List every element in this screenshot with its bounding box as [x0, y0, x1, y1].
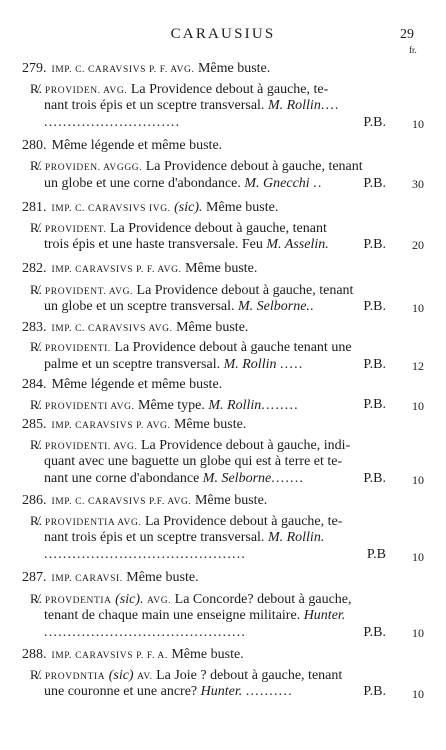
entry-282-line2: un globe et un sceptre transversal. M. Selborne..: [44, 299, 315, 314]
entry-280-value: 30: [412, 177, 424, 191]
entry-283-rarity: P.B.: [363, 357, 386, 372]
entry-285-obverse: 285. IMP. CARAVSIVS P. AVG. Même buste.: [22, 417, 247, 432]
entry-283-line2: palme et un sceptre transversal. M. Rollin .....: [44, 357, 304, 372]
entry-288-rarity: P.B.: [363, 684, 386, 699]
entry-280-reverse: R̸. PROVIDEN. AVGGG. La Providence debout à gauche, tenant: [30, 158, 363, 174]
entry-285-reverse: R̸. PROVIDENTI. AVG. La Providence debout à gauche, indi-: [30, 437, 351, 453]
entry-285-line2: quant avec une baguette un globe qui est à terre et te-: [44, 454, 343, 469]
entry-288-reverse: R̸. PROVDNTIA (sic) AV. La Joie ? debout à gauche, tenant: [30, 667, 343, 683]
entry-287-obverse: 287. IMP. CARAVSI. Même buste.: [22, 570, 199, 585]
entry-280-rarity: P.B.: [363, 176, 386, 191]
entry-279-reverse: R̸. PROVIDEN. AVG. La Providence debout à gauche, te-: [30, 81, 329, 97]
entry-282-value: 10: [412, 301, 424, 315]
entry-282-reverse: R̸. PROVIDENT. AVG. La Providence debout à gauche, tenant: [30, 282, 354, 298]
entry-286-reverse: R̸. PROVIDENTIA AVG. La Providence debout à gauche, te-: [30, 513, 343, 529]
entry-287-rarity: P.B.: [363, 625, 386, 640]
entry-283-value: 12: [412, 359, 424, 373]
entry-287-value: 10: [412, 626, 424, 640]
page-number: 29: [400, 27, 414, 42]
entry-285-line3: nant une corne d'abondance M. Selborne.......: [44, 471, 305, 486]
entry-281-rarity: P.B.: [363, 237, 386, 252]
entry-281-value: 20: [412, 238, 424, 252]
entry-287-reverse: R̸. PROVDENTIA (sic). AVG. La Concorde? debout à gauche,: [30, 591, 352, 607]
entry-281-line2: trois épis et une haste transversale. Feu M. Asselin.: [44, 237, 329, 252]
entry-286-obverse: 286. IMP. C. CARAVSIVS P.F. AVG. Même buste.: [22, 493, 268, 508]
entry-279-line2: nant trois épis et un sceptre transversal. M. Rollin....: [44, 98, 340, 113]
entry-288-line2: une couronne et une ancre? Hunter. ..........: [44, 684, 293, 699]
entry-288-value: 10: [412, 687, 424, 701]
entry-286-line2: nant trois épis et un sceptre transversal. M. Rollin.: [44, 530, 325, 545]
entry-286-rarity: P.B: [366, 547, 386, 562]
entry-286-line3: ...........................................: [44, 547, 247, 562]
entry-284-rarity: P.B.: [363, 397, 386, 412]
entry-281-reverse: R̸. PROVIDENT. La Providence debout à gauche, tenant: [30, 220, 327, 236]
entry-279-rarity: P.B.: [363, 115, 386, 130]
entry-284-reverse: R̸. PROVIDENTI AVG. Même type. M. Rollin........: [30, 397, 299, 413]
entry-285-rarity: P.B.: [363, 471, 386, 486]
entry-279-value: 10: [412, 117, 424, 131]
entry-282-obverse: 282. IMP. CARAVSIVS P. F. AVG. Même buste.: [22, 261, 258, 276]
entry-288-obverse: 288. IMP. CARAVSIVS P. F. A. Même buste.: [22, 647, 244, 662]
entry-287-line3: ...........................................: [44, 625, 247, 640]
entry-287-line2: tenant de chaque main une enseigne militaire. Hunter.: [44, 608, 346, 623]
entry-286-value: 10: [412, 550, 424, 564]
currency-label: fr.: [409, 45, 417, 55]
entry-280-line2: un globe et une corne d'abondance. M. Gnecchi ..: [44, 176, 323, 191]
entry-279-obverse: 279. IMP. C. CARAVSIVS P. F. AVG. Même buste.: [22, 61, 271, 76]
entry-281-obverse: 281. IMP. C. CARAVSIVS IVG. (sic). Même buste.: [22, 200, 279, 215]
entry-284-value: 10: [412, 399, 424, 413]
running-title: CARAUSIUS: [170, 26, 276, 42]
entry-279-line3: .............................: [44, 115, 181, 130]
entry-284-obverse: 284. Même légende et même buste.: [22, 377, 223, 392]
entry-285-value: 10: [412, 473, 424, 487]
entry-282-rarity: P.B.: [363, 299, 386, 314]
entry-280-obverse: 280. Même légende et même buste.: [22, 138, 223, 153]
entry-283-reverse: R̸. PROVIDENTI. La Providence debout à gauche tenant une: [30, 339, 352, 355]
entry-283-obverse: 283. IMP. C. CARAVSIVS AVG. Même buste.: [22, 320, 249, 335]
